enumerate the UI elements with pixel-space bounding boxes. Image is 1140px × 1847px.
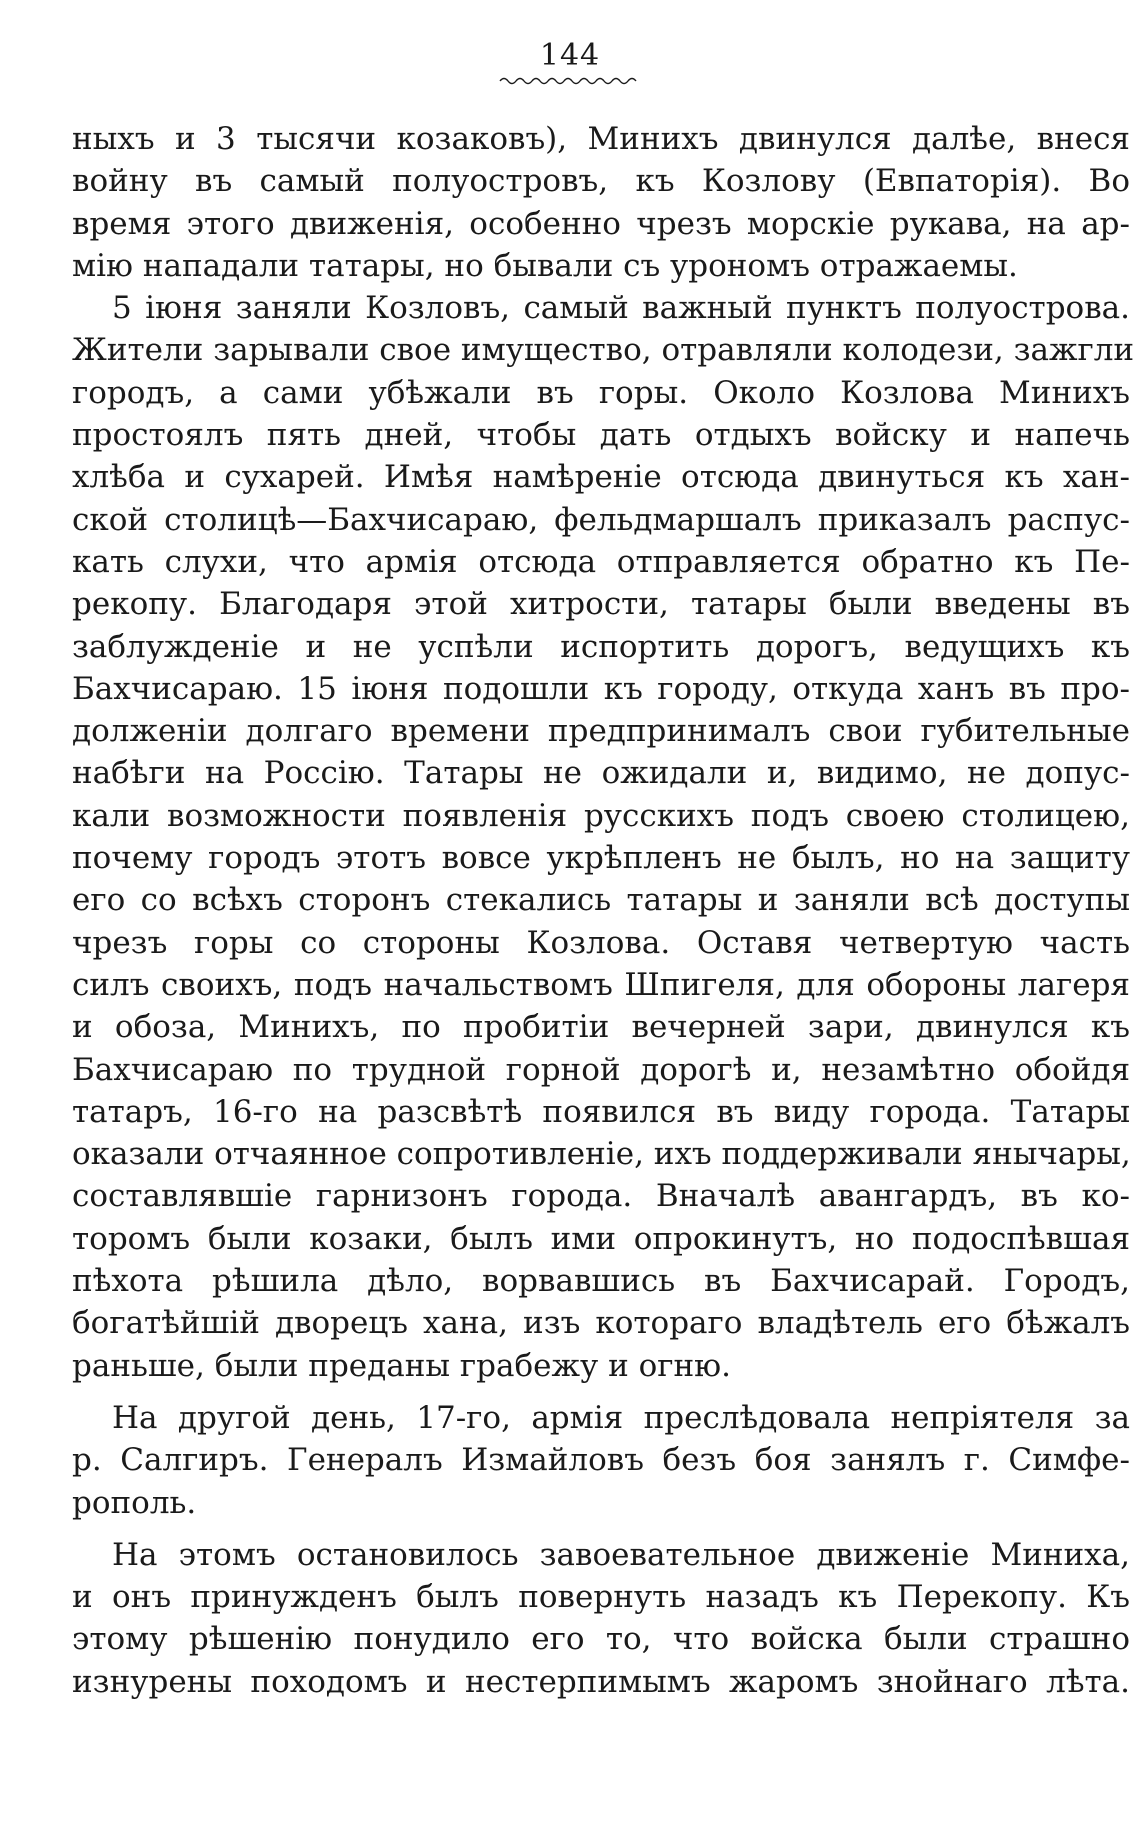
text-line: Жители зарывали свое имущество, отравляли колодези, зажгли: [72, 332, 1135, 369]
text-line: 5 іюня заняли Козловъ, самый важный пунктъ полуострова.: [112, 290, 1130, 327]
text-line: оказали отчаянное сопротивленіе, ихъ поддерживали янычары,: [72, 1136, 1131, 1173]
paragraph: [72, 1397, 1130, 1524]
paragraph-gap: [72, 1387, 1130, 1397]
paragraph: [72, 287, 1135, 1387]
paragraph: [72, 1534, 1130, 1703]
text-line: ской столицѣ—Бахчисараю, фельдмаршалъ приказалъ распус-: [72, 501, 1130, 538]
text-line: силъ своихъ, подъ начальствомъ Шпигеля, для обороны лагеря: [72, 966, 1130, 1003]
text-line: На другой день, 17-го, армія преслѣдовала непріятеля за: [112, 1399, 1130, 1436]
text-line: торомъ были козаки, былъ ими опрокинутъ, но подоспѣвшая: [72, 1220, 1130, 1257]
paragraph-gap: [72, 1524, 1130, 1534]
text-line: Бахчисараю по трудной горной дорогѣ и, незамѣтно обойдя: [72, 1051, 1130, 1088]
text-line: татаръ, 16-го на разсвѣтѣ появился въ виду города. Татары: [72, 1093, 1130, 1130]
text-line: р. Салгиръ. Генералъ Измайловъ безъ боя занялъ г. Симфе-: [72, 1442, 1130, 1479]
text-line: ныхъ и 3 тысячи козаковъ), Минихъ двинулся далѣе, внеся: [72, 121, 1130, 157]
page-number: 144: [539, 38, 601, 73]
text-line: время этого движенія, особенно чрезъ морскіе рукава, на ар-: [72, 205, 1130, 242]
decorative-underline-icon: [498, 74, 638, 88]
text-line: Бахчисараю. 15 іюня подошли къ городу, откуда ханъ въ про-: [72, 670, 1130, 707]
text-line: изнурены походомъ и нестерпимымъ жаромъ знойнаго лѣта.: [72, 1663, 1130, 1700]
text-line: и обоза, Минихъ, по пробитіи вечерней зари, двинулся къ: [72, 1009, 1130, 1046]
text-line: богатѣйшій дворецъ хана, изъ котораго владѣтель его бѣжалъ: [72, 1305, 1130, 1342]
text-line: хлѣба и сухарей. Имѣя намѣреніе отсюда двинуться къ хан-: [72, 459, 1130, 496]
text-line: долженіи долгаго времени предпринималъ свои губительные: [72, 713, 1130, 750]
text-line: чрезъ горы со стороны Козлова. Оставя четвертую часть: [72, 924, 1130, 961]
text-line: почему городъ этотъ вовсе укрѣпленъ не былъ, но на защиту: [72, 840, 1130, 877]
text-line: и онъ принужденъ былъ повернуть назадъ къ Перекопу. Къ: [72, 1579, 1130, 1616]
text-line: составлявшіе гарнизонъ города. Вначалѣ авангардъ, въ ко-: [72, 1178, 1130, 1215]
text-line: рекопу. Благодаря этой хитрости, татары были введены въ: [72, 586, 1130, 623]
text-line: войну въ самый полуостровъ, къ Козлову (Евпаторія). Во: [72, 163, 1130, 200]
body-text: [72, 118, 1135, 1703]
text-line: На этомъ остановилось завоевательное движеніе Миниха,: [112, 1536, 1130, 1573]
text-line: набѣги на Россію. Татары не ожидали и, видимо, не допус-: [72, 755, 1130, 792]
text-line: кать слухи, что армія отсюда отправляется обратно къ Пе-: [72, 543, 1130, 580]
text-line: заблужденіе и не успѣли испортить дорогъ, ведущихъ къ: [72, 628, 1130, 665]
paragraph: [72, 118, 1130, 287]
text-line: мію нападали татары, но бывали съ урономъ отражаемы.: [72, 247, 1018, 284]
text-line: городъ, а сами убѣжали въ горы. Около Козлова Минихъ: [72, 374, 1130, 411]
text-line: этому рѣшенію понудило его то, что войска были страшно: [72, 1621, 1130, 1658]
text-line: кали возможности появленія русскихъ подъ своею столицею,: [72, 797, 1130, 834]
text-line: рополь.: [72, 1484, 197, 1521]
text-line: раньше, были преданы грабежу и огню.: [72, 1347, 732, 1384]
text-line: простоялъ пять дней, чтобы дать отдыхъ войску и напечь: [72, 417, 1130, 454]
text-line: его со всѣхъ сторонъ стекались татары и заняли всѣ доступы: [72, 882, 1130, 919]
text-line: пѣхота рѣшила дѣло, ворвавшись въ Бахчисарай. Городъ,: [72, 1263, 1130, 1300]
